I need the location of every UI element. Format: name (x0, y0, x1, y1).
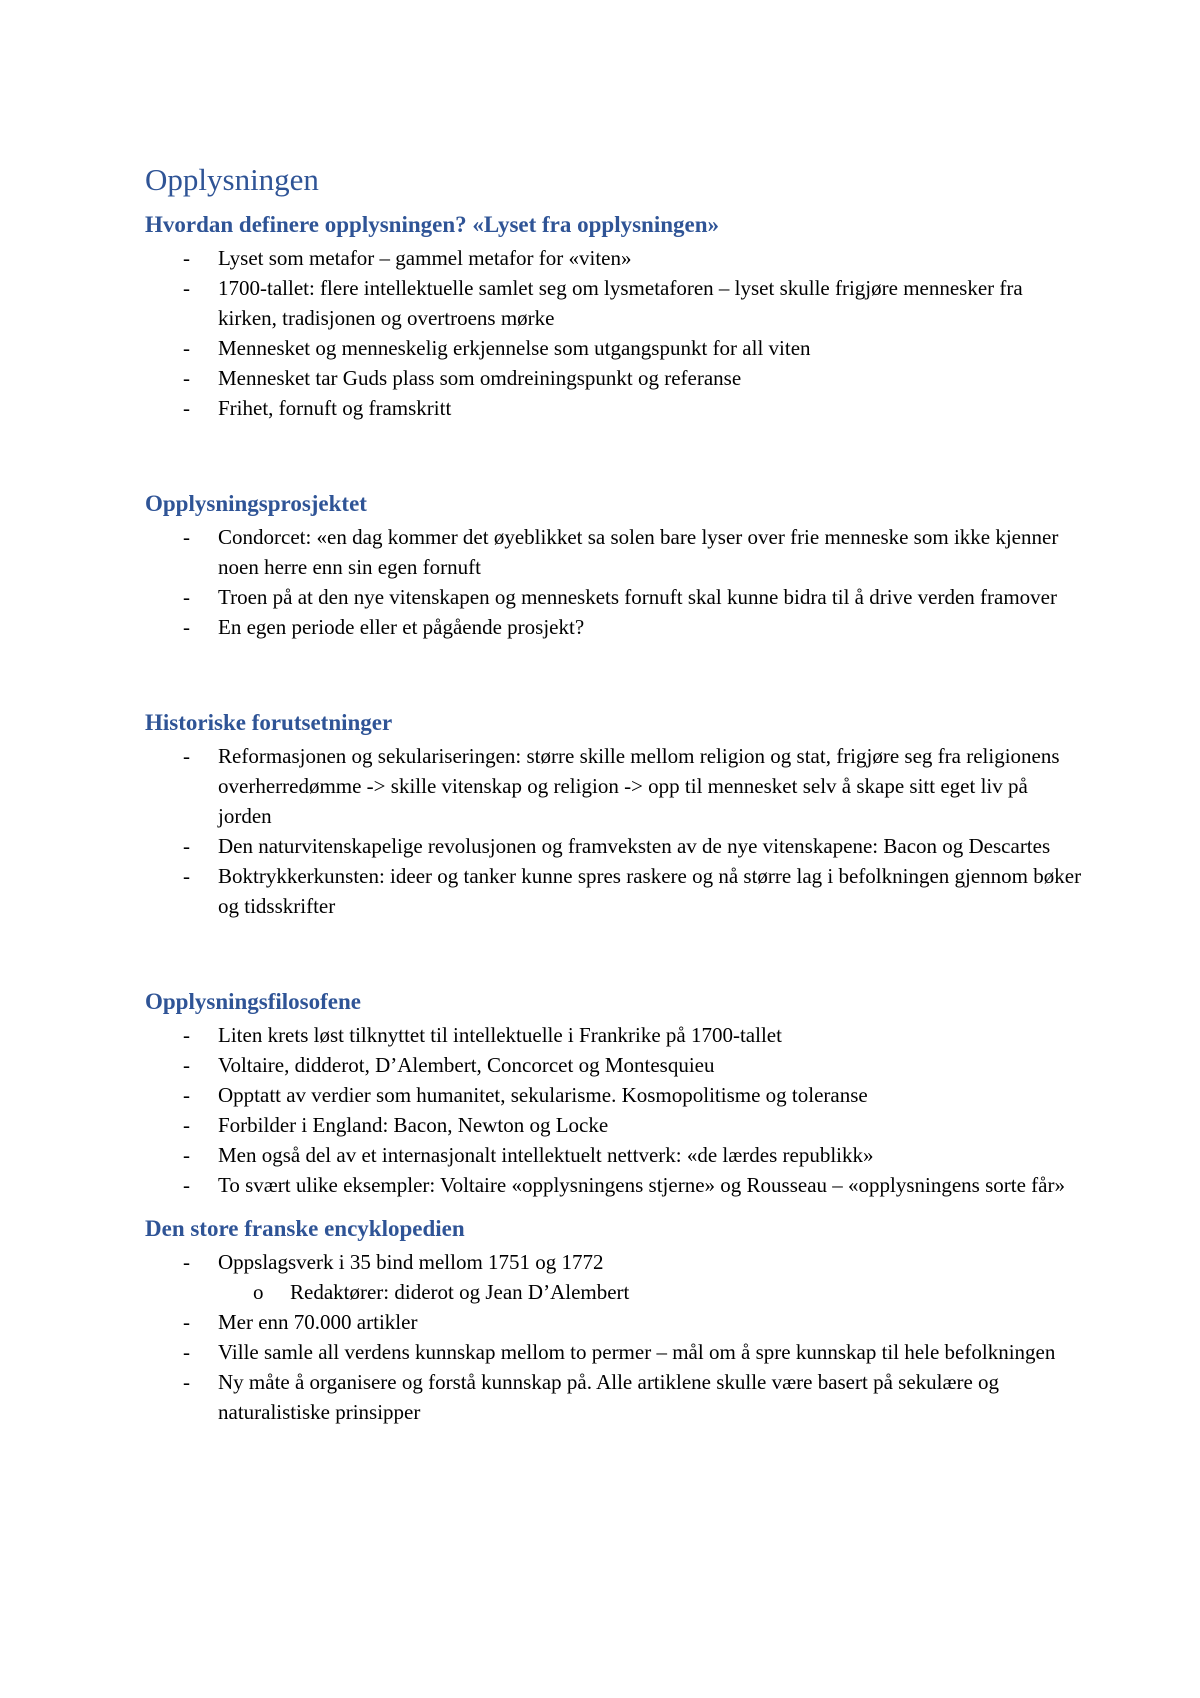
list-item: - Lyset som metafor – gammel metafor for «viten» (145, 243, 1085, 273)
document-page (145, 160, 1085, 1427)
list-item: - Ville samle all verdens kunnskap mellom to permer – mål om å spre kunnskap til hele befolkningen (145, 1337, 1085, 1367)
list-item: - Opptatt av verdier som humanitet, sekularisme. Kosmopolitisme og toleranse (145, 1080, 1085, 1110)
spacer (145, 642, 1085, 708)
list-item: - Ny måte å organisere og forstå kunnskap på. Alle artiklene skulle være basert på sekulære og naturalistiske prinsipper (145, 1367, 1085, 1427)
spacer (145, 921, 1085, 987)
bullet-list (145, 1307, 1085, 1427)
section-heading: Hvordan definere opplysningen? «Lyset fra opplysningen» (145, 212, 720, 237)
list-item: - Oppslagsverk i 35 bind mellom 1751 og 1772 (145, 1247, 1085, 1277)
section-heading: Opplysningsprosjektet (145, 491, 367, 516)
section-philosophers (145, 987, 1085, 1200)
list-item: - Troen på at den nye vitenskapen og menneskets fornuft skal kunne bidra til å drive verden framover (145, 582, 1085, 612)
bullet-list (145, 522, 1085, 642)
spacer (145, 1200, 1085, 1214)
list-item: - Boktrykkerkunsten: ideer og tanker kunne spres raskere og nå større lag i befolkningen gjennom bøker og tidsskrifter (145, 861, 1085, 921)
section-prerequisites (145, 708, 1085, 921)
list-item: - Den naturvitenskapelige revolusjonen og framveksten av de nye vitenskapene: Bacon og Descartes (145, 831, 1085, 861)
sub-list-item: o Redaktører: diderot og Jean D’Alembert (145, 1277, 1085, 1307)
document-title: Opplysningen (145, 162, 319, 197)
list-item: - Mer enn 70.000 artikler (145, 1307, 1085, 1337)
section-encyclopedia (145, 1214, 1085, 1427)
list-item: - Men også del av et internasjonalt intellektuelt nettverk: «de lærdes republikk» (145, 1140, 1085, 1170)
list-item: - To svært ulike eksempler: Voltaire «opplysningens stjerne» og Rousseau – «opplysningens sorte får» (145, 1170, 1085, 1200)
bullet-list (145, 243, 1085, 423)
list-item: - Frihet, fornuft og framskritt (145, 393, 1085, 423)
bullet-list (145, 741, 1085, 921)
section-project (145, 489, 1085, 642)
section-definition (145, 210, 1085, 423)
list-item: - Mennesket tar Guds plass som omdreiningspunkt og referanse (145, 363, 1085, 393)
list-item: - Voltaire, didderot, D’Alembert, Concorcet og Montesquieu (145, 1050, 1085, 1080)
list-item: - Condorcet: «en dag kommer det øyeblikket sa solen bare lyser over frie menneske som ikke kjenner noen herre enn sin egen fornuft (145, 522, 1085, 582)
section-heading: Historiske forutsetninger (145, 710, 393, 735)
list-item: - Forbilder i England: Bacon, Newton og Locke (145, 1110, 1085, 1140)
list-item: - Liten krets løst tilknyttet til intellektuelle i Frankrike på 1700-tallet (145, 1020, 1085, 1050)
sub-list (145, 1277, 1085, 1307)
bullet-list (145, 1247, 1085, 1277)
list-item: - En egen periode eller et pågående prosjekt? (145, 612, 1085, 642)
spacer (145, 423, 1085, 489)
list-item: - 1700-tallet: flere intellektuelle samlet seg om lysmetaforen – lyset skulle frigjøre mennesker fra kirken, tradisjonen og overtroens mørke (145, 273, 1085, 333)
list-item: - Reformasjonen og sekulariseringen: større skille mellom religion og stat, frigjøre seg fra religionens overherredømme -> skille vitenskap og religion -> opp til mennesket selv å skape sitt eget liv på jorden (145, 741, 1085, 831)
list-item: - Mennesket og menneskelig erkjennelse som utgangspunkt for all viten (145, 333, 1085, 363)
bullet-list (145, 1020, 1085, 1200)
section-heading: Den store franske encyklopedien (145, 1216, 465, 1241)
section-heading: Opplysningsfilosofene (145, 989, 361, 1014)
